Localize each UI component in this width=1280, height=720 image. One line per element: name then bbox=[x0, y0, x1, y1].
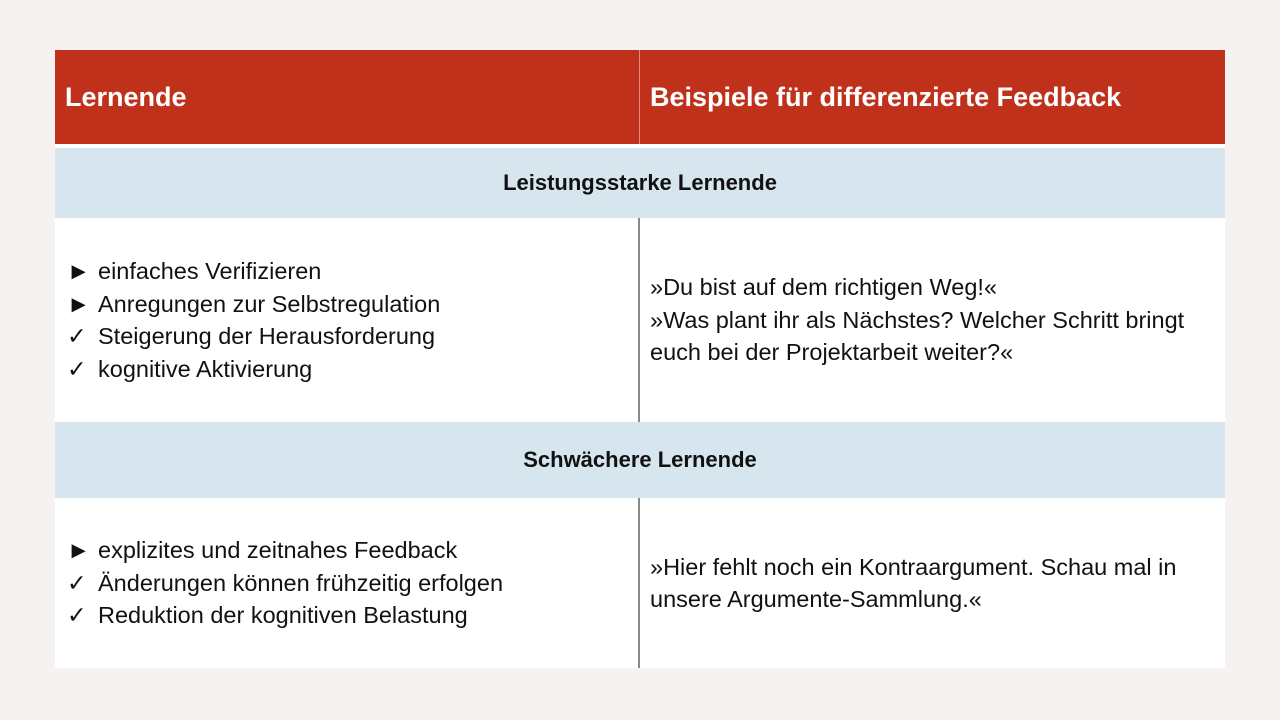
list-item bbox=[67, 534, 638, 567]
checkmark-icon: ✓ bbox=[67, 355, 87, 382]
table-row bbox=[55, 498, 1225, 668]
list-item bbox=[67, 599, 638, 632]
feedback-quote: »Hier fehlt noch ein Kontraargument. Schau mal in unsere Argumente-Sammlung.« bbox=[650, 553, 1177, 612]
list-item-text: kognitive Aktivierung bbox=[98, 355, 313, 382]
strategy-list bbox=[55, 218, 640, 422]
list-item-text: Reduktion der kognitiven Belastung bbox=[98, 602, 468, 629]
triangle-bullet-icon: ► bbox=[67, 290, 91, 317]
table-row bbox=[55, 218, 1225, 422]
list-item-text: Anregungen zur Selbstregulation bbox=[98, 290, 441, 317]
feedback-quote: »Du bist auf dem richtigen Weg!« bbox=[650, 274, 998, 301]
strategy-list bbox=[55, 498, 640, 668]
checkmark-icon: ✓ bbox=[67, 323, 87, 349]
list-item-text: Änderungen können frühzeitig erfolgen bbox=[98, 569, 504, 596]
checkmark-icon: ✓ bbox=[67, 602, 87, 629]
feedback-table bbox=[55, 50, 1225, 668]
section-heading-weaker-learners: Schwächere Lernende bbox=[55, 422, 1225, 498]
checkmark-icon: ✓ bbox=[67, 569, 87, 596]
header-learners: Lernende bbox=[55, 50, 640, 144]
list-item-text: einfaches Verifizieren bbox=[98, 258, 322, 284]
feedback-quote: »Was plant ihr als Nächstes? Welcher Schritt bringt euch bei der Projektarbeit weiter?« bbox=[650, 306, 1185, 366]
header-feedback-examples: Beispiele für differenzierte Feedback bbox=[650, 81, 1122, 112]
list-item bbox=[67, 288, 638, 321]
list-item-text: Steigerung der Herausforderung bbox=[98, 323, 436, 349]
triangle-bullet-icon: ► bbox=[67, 258, 91, 284]
list-item bbox=[67, 353, 638, 386]
list-item bbox=[67, 320, 638, 353]
list-item bbox=[67, 255, 638, 288]
feedback-examples bbox=[640, 498, 1225, 668]
table-header bbox=[55, 50, 1225, 144]
list-item bbox=[67, 567, 638, 600]
feedback-examples bbox=[640, 218, 1225, 422]
triangle-bullet-icon: ► bbox=[67, 537, 91, 564]
list-item-text: explizites und zeitnahes Feedback bbox=[98, 537, 458, 564]
section-heading-strong-learners: Leistungsstarke Lernende bbox=[55, 148, 1225, 218]
